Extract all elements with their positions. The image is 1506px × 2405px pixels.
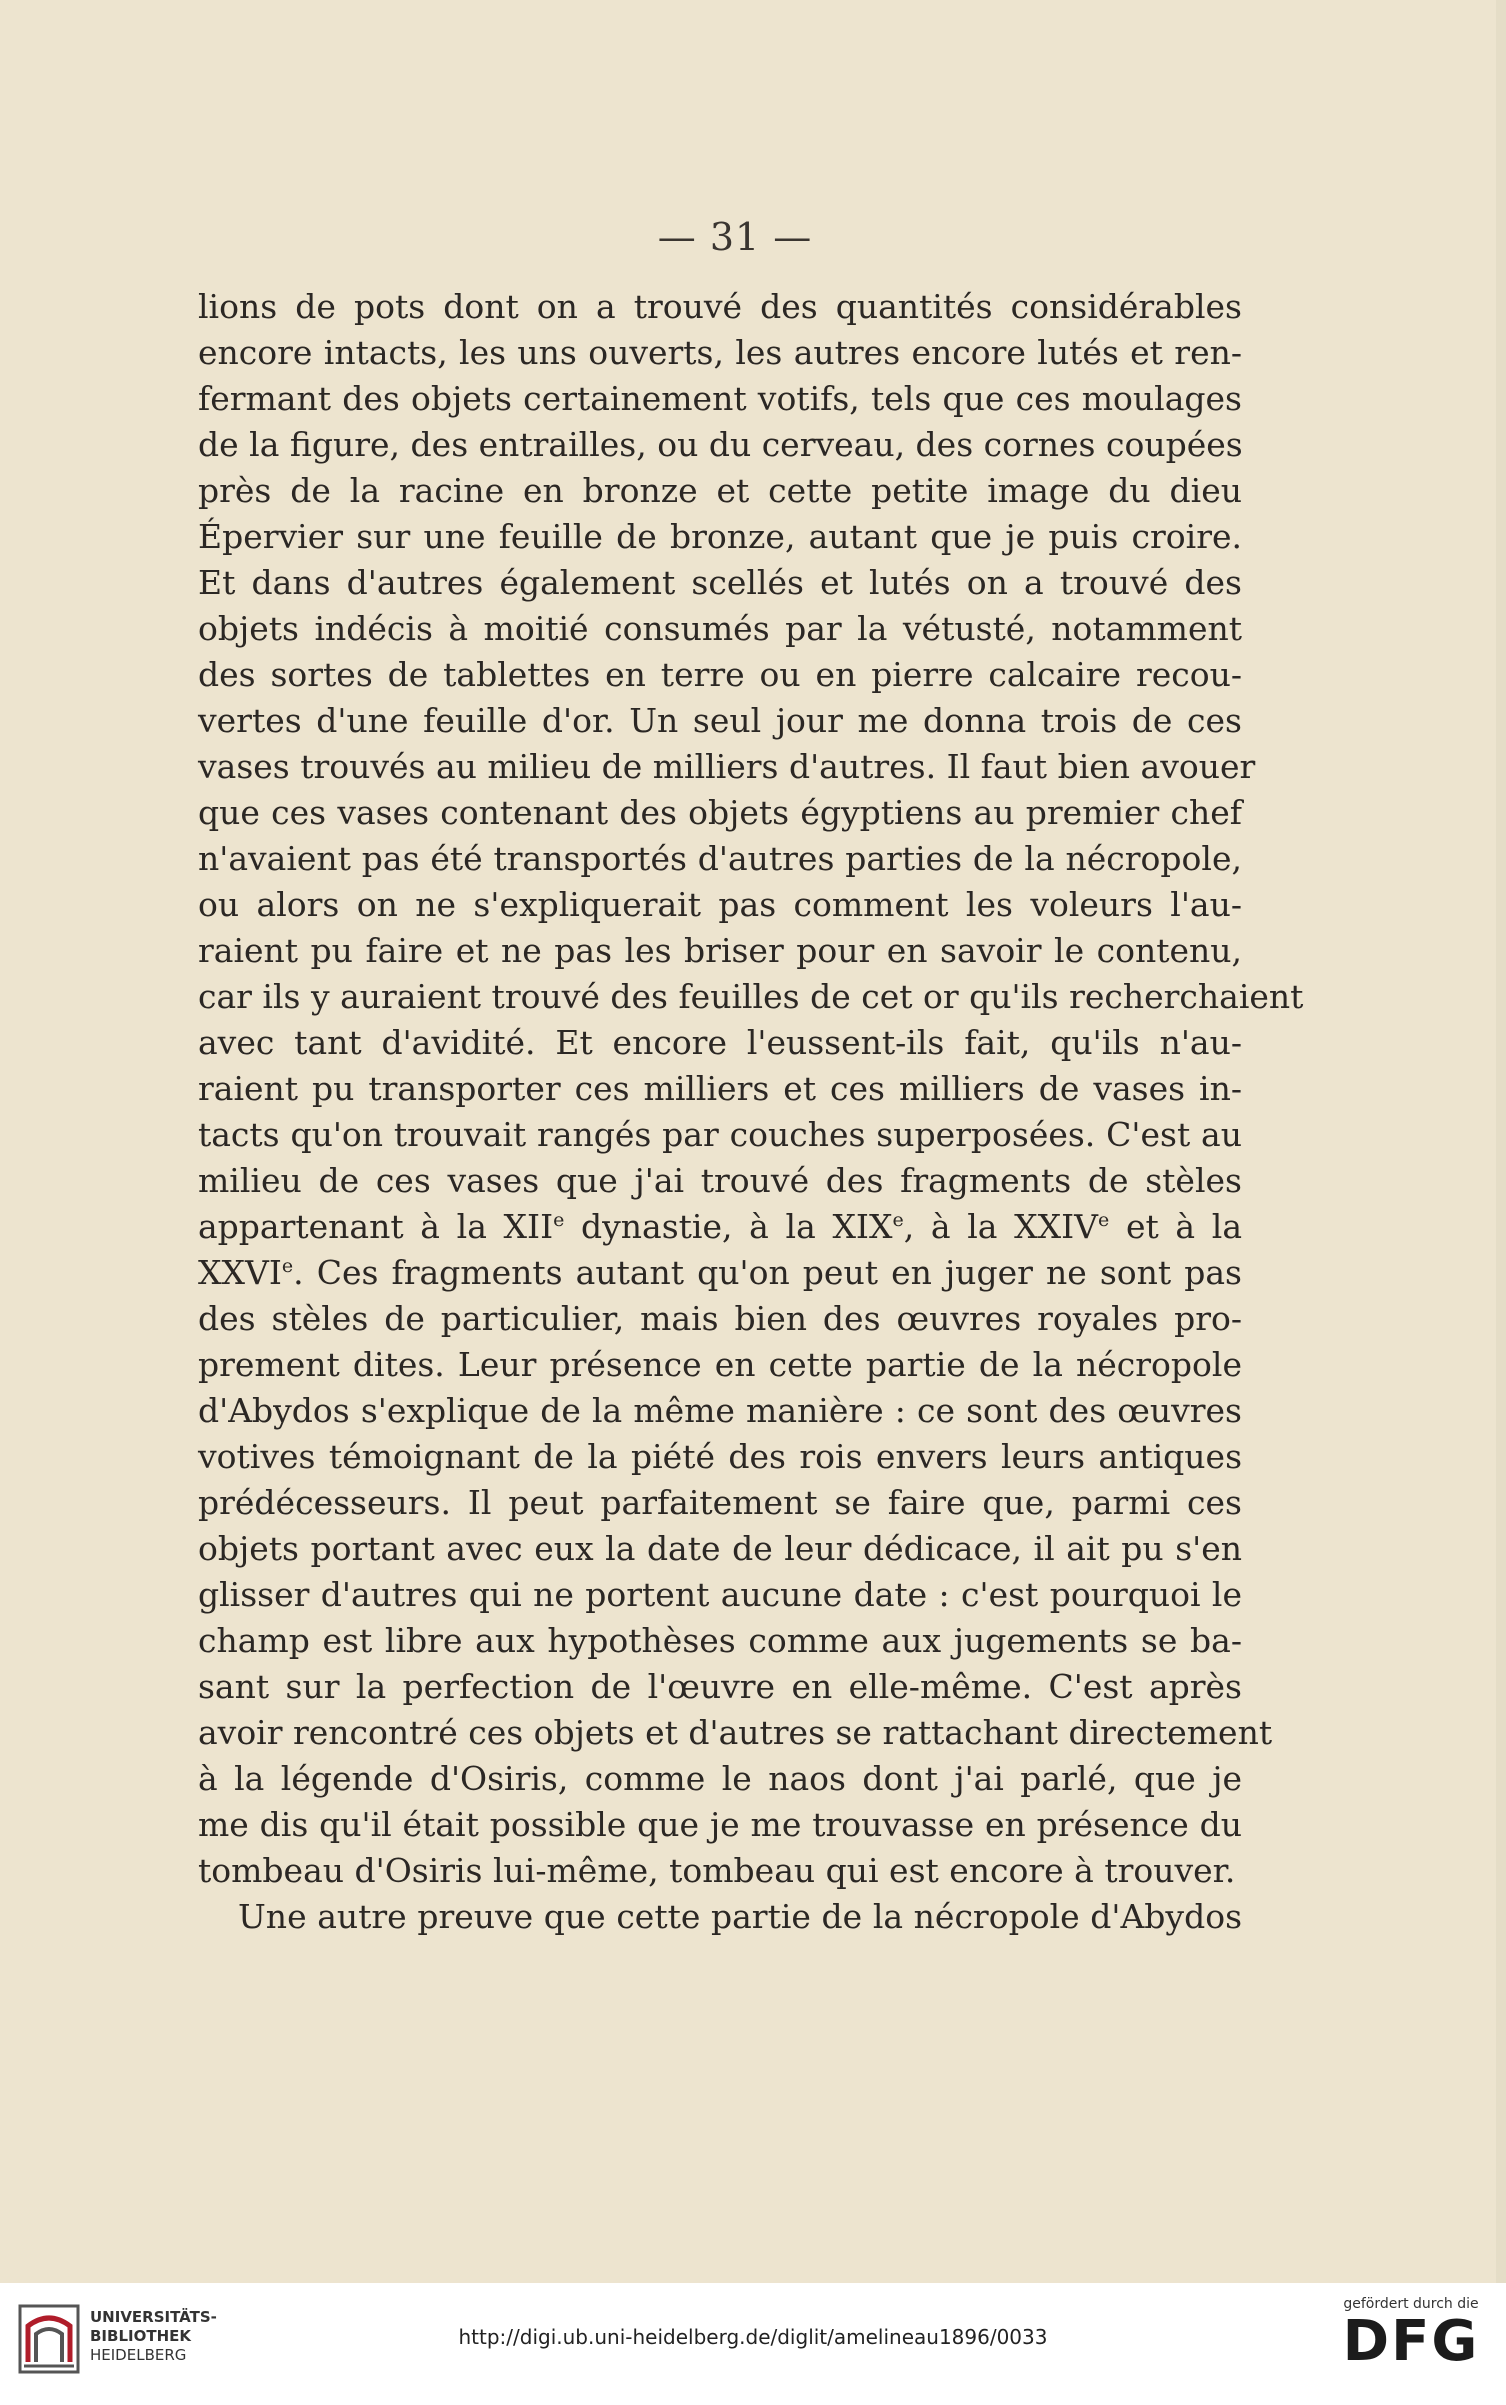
permalink[interactable]: http://digi.ub.uni-heidelberg.de/diglit/amelineau1896/0033 xyxy=(458,2325,1048,2349)
text-line: prement dites. Leur présence en cette partie de la nécropole xyxy=(198,1345,1242,1384)
text-line: me dis qu'il était possible que je me trouvasse en présence du xyxy=(198,1805,1242,1844)
library-name-line: BIBLIOTHEK xyxy=(90,2327,191,2345)
body-text xyxy=(198,284,1304,1940)
text-line: raient pu transporter ces milliers et ces milliers de vases in- xyxy=(198,1069,1242,1108)
funded-by-label: gefördert durch die xyxy=(1343,2296,1479,2312)
text-line: des sortes de tablettes en terre ou en pierre calcaire recou- xyxy=(198,655,1242,694)
text-line: n'avaient pas été transportés d'autres parties de la nécropole, xyxy=(198,839,1242,878)
text-run: et à la xyxy=(1109,1207,1242,1246)
text-line: prédécesseurs. Il peut parfaitement se faire que, parmi ces xyxy=(198,1483,1242,1522)
text-line: avec tant d'avidité. Et encore l'eussent-ils fait, qu'ils n'au- xyxy=(198,1023,1242,1062)
text-run: , à la XXIV xyxy=(903,1207,1099,1246)
text-line: que ces vases contenant des objets égyptiens au premier chef xyxy=(198,793,1242,832)
text-run: appartenant à la XII xyxy=(198,1207,554,1246)
text-line: glisser d'autres qui ne portent aucune date : c'est pourquoi le xyxy=(198,1575,1242,1614)
text-line: tombeau d'Osiris lui-même, tombeau qui est encore à trouver. xyxy=(198,1851,1236,1890)
text-run: XXVI xyxy=(198,1253,282,1292)
text-line-xxvi xyxy=(198,1250,1242,1296)
superscript: e xyxy=(1098,1209,1110,1231)
text-line: votives témoignant de la piété des rois envers leurs antiques xyxy=(198,1437,1242,1476)
text-line: car ils y auraient trouvé des feuilles de cet or qu'ils recherchaient xyxy=(198,977,1304,1016)
text-line: des stèles de particulier, mais bien des œuvres royales pro- xyxy=(198,1299,1242,1338)
funder-name: DFG xyxy=(1342,2309,1480,2374)
text-line: lions de pots dont on a trouvé des quantités considérables xyxy=(198,287,1242,326)
text-line: fermant des objets certainement votifs, tels que ces moulages xyxy=(198,379,1242,418)
text-line: à la légende d'Osiris, comme le naos dont j'ai parlé, que je xyxy=(198,1759,1242,1798)
text-line: de la figure, des entrailles, ou du cerveau, des cornes coupées xyxy=(198,425,1243,464)
text-run: . Ces fragments autant qu'on peut en juger ne sont pas xyxy=(293,1253,1242,1292)
text-line: Une autre preuve que cette partie de la nécropole d'Abydos xyxy=(238,1897,1242,1936)
text-line: Et dans d'autres également scellés et lutés on a trouvé des xyxy=(198,563,1242,602)
text-line: sant sur la perfection de l'œuvre en elle-même. C'est après xyxy=(198,1667,1242,1706)
text-run: dynastie, à la XIX xyxy=(564,1207,893,1246)
text-line: objets indécis à moitié consumés par la vétusté, notamment xyxy=(198,609,1242,648)
text-line: près de la racine en bronze et cette petite image du dieu xyxy=(198,471,1242,510)
text-line: tacts qu'on trouvait rangés par couches superposées. C'est au xyxy=(198,1115,1242,1154)
library-name-line: UNIVERSITÄTS- xyxy=(90,2308,217,2326)
text-line: champ est libre aux hypothèses comme aux jugements se ba- xyxy=(198,1621,1242,1660)
text-line: milieu de ces vases que j'ai trouvé des fragments de stèles xyxy=(198,1161,1242,1200)
text-line: Épervier sur une feuille de bronze, autant que je puis croire. xyxy=(198,517,1242,556)
superscript: e xyxy=(892,1209,904,1231)
dfg-logo[interactable] xyxy=(1336,2296,1486,2396)
text-line: avoir rencontré ces objets et d'autres se rattachant directement xyxy=(198,1713,1273,1752)
text-line: objets portant avec eux la date de leur dédicace, il ait pu s'en xyxy=(198,1529,1242,1568)
text-line-dynasties xyxy=(198,1204,1242,1250)
footer-bar xyxy=(0,2283,1506,2405)
text-line: encore intacts, les uns ouverts, les autres encore lutés et ren- xyxy=(198,333,1242,372)
text-line: raient pu faire et ne pas les briser pour en savoir le contenu, xyxy=(198,931,1242,970)
superscript: e xyxy=(281,1255,294,1277)
page-number: — 31 — xyxy=(657,215,813,259)
text-line: ou alors on ne s'expliquerait pas comment les voleurs l'au- xyxy=(198,885,1242,924)
text-line: d'Abydos s'explique de la même manière : ce sont des œuvres xyxy=(198,1391,1242,1430)
superscript: e xyxy=(553,1209,565,1231)
library-name-line: HEIDELBERG xyxy=(90,2346,187,2364)
text-line: vertes d'une feuille d'or. Un seul jour me donna trois de ces xyxy=(198,701,1242,740)
text-line: vases trouvés au milieu de milliers d'autres. Il faut bien avouer xyxy=(198,747,1256,786)
